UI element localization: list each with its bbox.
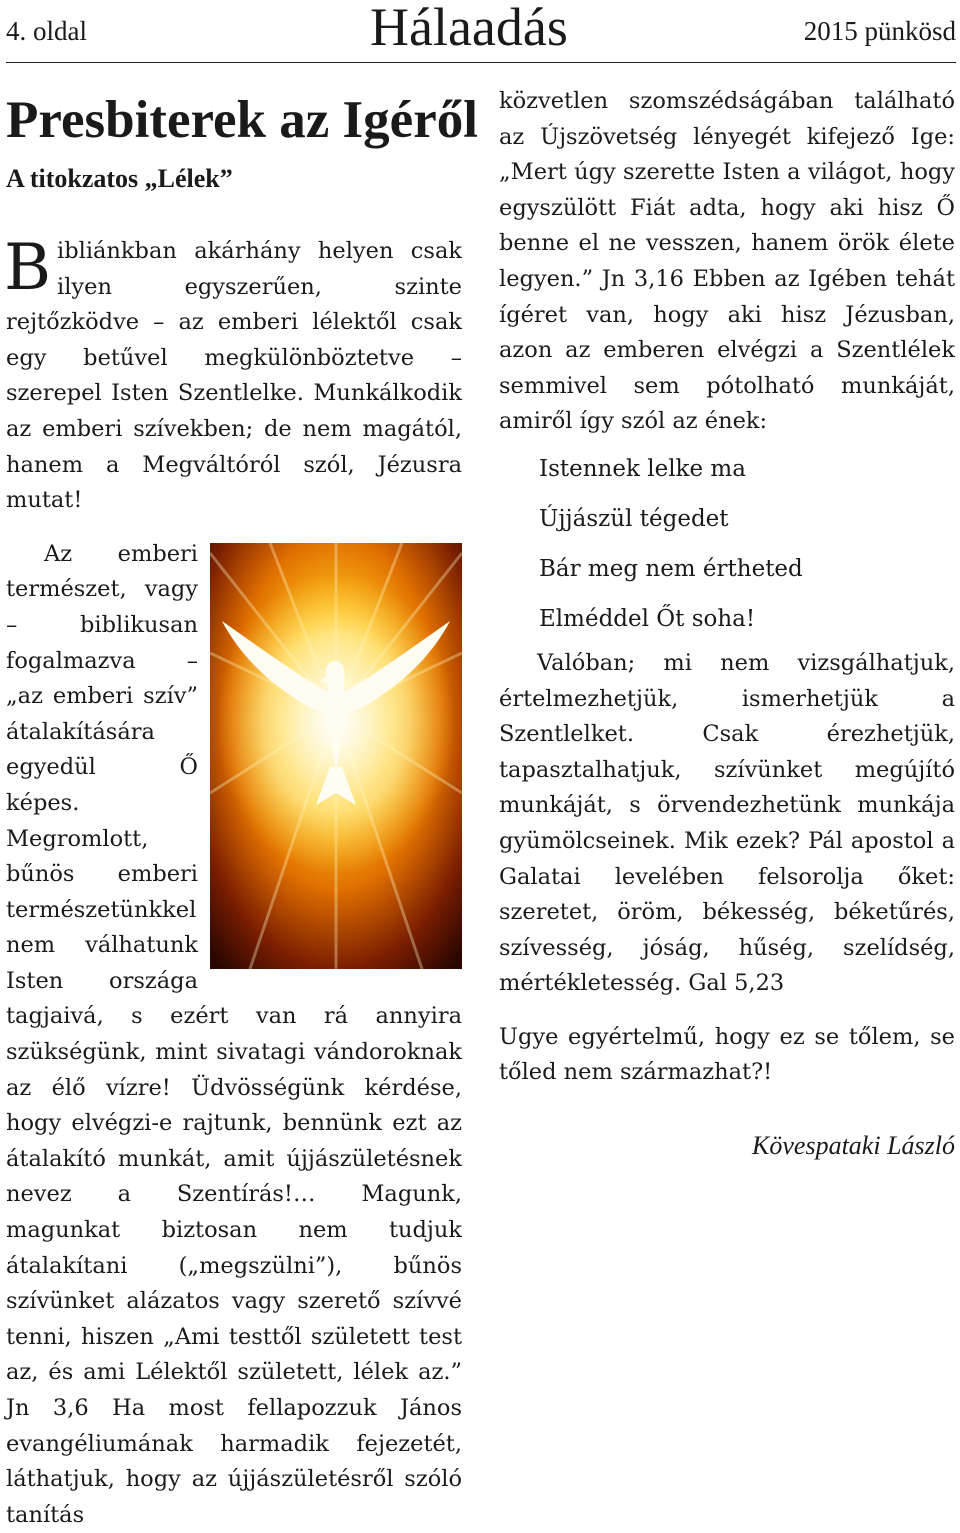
closing-paragraph: Ugye egyértelmű, hogy ez se tőlem, se tőled nem származhat?! [499, 1023, 955, 1086]
intro-paragraph [4, 231, 462, 519]
song-line: Istennek lelke ma [539, 455, 746, 482]
intro-text: ibliánkban akárhány helyen csak ilyen egyszerűen, szinte rejtőzködve – az emberi lélektől csak egy betűvel megkülönböztetve – szerepel Isten Szentlelke. Munkálkodik az emberi szívekben; de nem magától, hanem a Megváltóról szól, Jézusra mutat! [6, 238, 462, 514]
article-subtitle: A titokzatos „Lélek” [6, 164, 233, 193]
header-divider [6, 62, 956, 63]
drop-cap: B [4, 231, 52, 305]
issue-label: 2015 pünkösd [803, 16, 956, 46]
dove-illustration [210, 543, 462, 969]
page-number: 4. oldal [6, 16, 87, 46]
song-line: Bár meg nem értheted [539, 555, 803, 582]
song-quote [499, 444, 955, 644]
article-title: Presbiterek az Igéről [6, 91, 478, 149]
left-column [4, 86, 478, 1533]
continued-paragraph: közvetlen szomszédságában található az Újszövetség lényegét kifejező Ige: „Mert úgy szerette Isten a világot, hogy egyszülött Fiát adta, hogy aki hisz Ő benne el ne vesszen, hanem örök élete legyen.” Jn 3,16 Ebben az Igében tehát ígéret van, hogy aki hisz Jézusban, azon az emberen elvégzi a Szentlélek semmivel sem pótolható munkáját, amiről így szól az ének: [499, 88, 955, 435]
song-line: Elméddel Őt soha! [539, 605, 756, 632]
author-signature: Kövespataki László [752, 1131, 955, 1161]
body-paragraph-2: Valóban; mi nem vizsgálhatjuk, értelmezhetjük, ismerhetjük a Szentlelket. Csak érezhetjük, tapasztalhatjuk, szívünket megújító munkáját, s örvendezhetünk munkája gyümölcseinek. Mik ezek? Pál apostol a Galatai levelében felsorolja őket: szeretet, öröm, békesség, béketűrés, szívesség, jóság, hűség, szelídség, mértékletesség. Gal 5,23 [499, 649, 955, 997]
song-line: Újjászül tégedet [539, 505, 729, 532]
dove-in-light-icon [210, 543, 462, 969]
publication-title: Hálaadás [370, 0, 568, 57]
body-paragraph-1: Az emberi természet, vagy – biblikusan fogalmazva – „az emberi szív” átalakítására egyedül Ő képes. Megromlott, bűnös emberi természetünkkel nem válhatunk Isten országa tagjaivá, s ezért van rá annyira szükségünk, mint sivatagi vándoroknak az élő vízre! Üdvösségünk kérdése, hogy elvégzi-e rajtunk, bennünk ezt az átalakító munkát, amit újjászületésnek nevez a Szentírás!… Magunk, magunkat biztosan nem tudjuk átalakítani („megszülni”), bűnös szívünket alázatos vagy szerető szívvé tenni, hiszen „Ami testtől született test az, és ami Lélektől született, lélek az.” Jn 3,6 Ha most fellapozzuk János evangéliumának harmadik fejezetét, láthatjuk, hogy az újjászületésről szóló tanítás [6, 540, 462, 1528]
right-column [499, 84, 955, 1161]
